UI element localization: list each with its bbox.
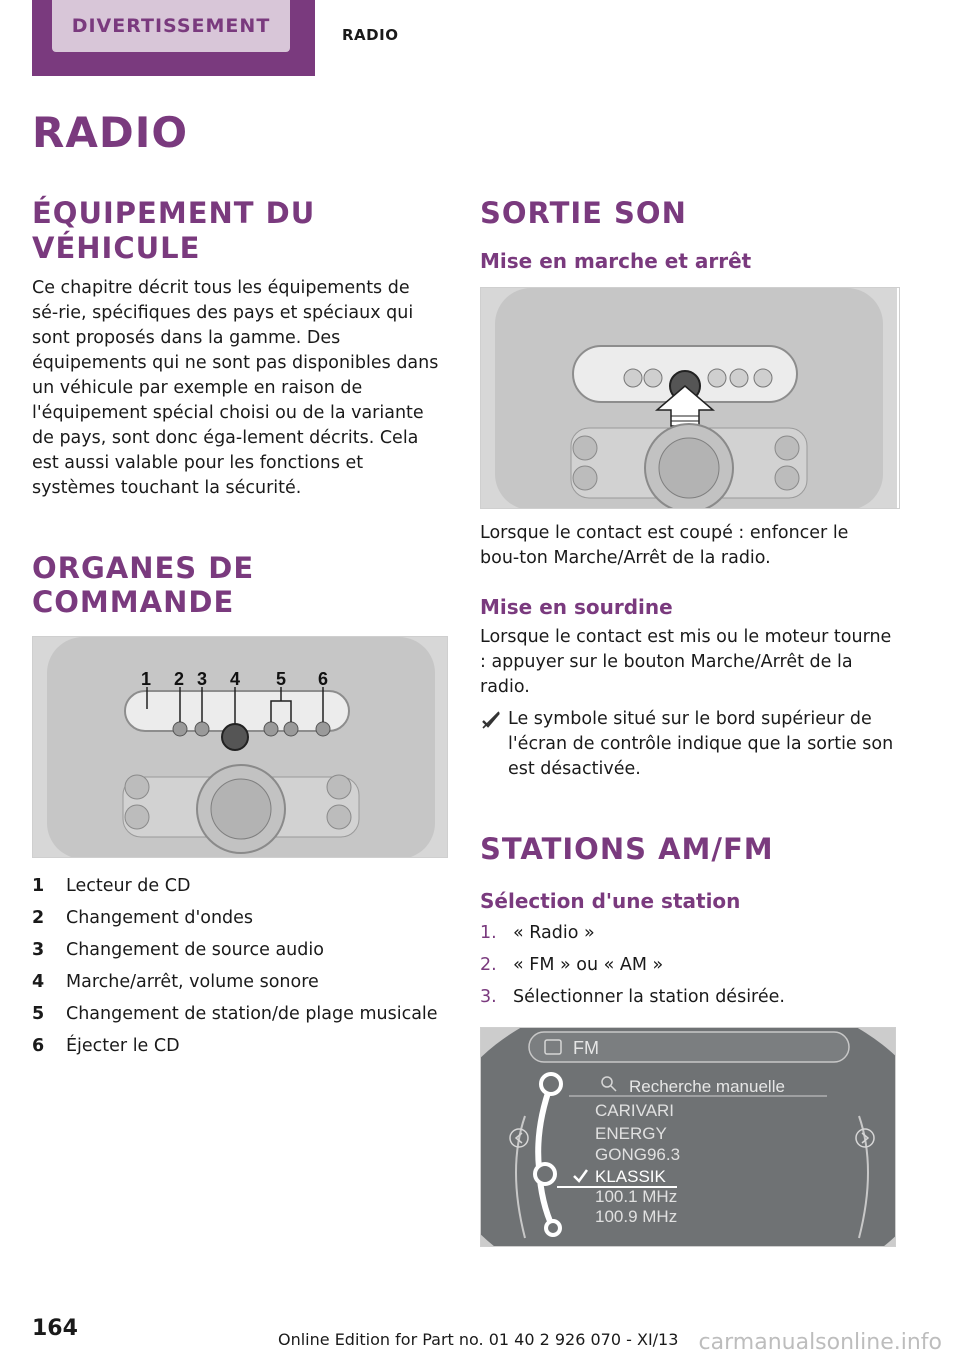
callout-2: 2 [174,669,185,690]
section-label: RADIO [342,26,399,44]
step-item: 2. « FM » ou « AM » [480,954,664,975]
chapter-tab-label-box [52,0,290,52]
power-button-photo [480,287,900,509]
screen-search-label: Recherche manuelle [629,1076,785,1096]
mute-note-text: Le symbole situé sur le bord supérieur de l'écran de contrôle indique que la sortie son est désactivée. [508,708,894,779]
chapter-tab [32,0,315,76]
stations-heading: STATIONS AM/FM [480,831,774,866]
screen-station: ENERGY [595,1123,667,1143]
equipment-heading: ÉQUIPEMENT DU VÉHICULE [32,196,316,265]
right-column [480,196,900,1247]
step-item: 1. « Radio » [480,922,595,943]
left-column [32,196,448,1062]
legend-item: 4 Marche/arrêt, volume sonore [32,972,319,993]
equipment-body: Ce chapitre décrit tous les équipements de sé‑rie, spécifiques des pays et spéciaux qui sont proposés dans la gamme. Des équipements qui ne sont pas disponibles dans un véhicule par exemple en raison de l'équipement spécial choisi ou de la variante de pays, sont donc éga‑lement décrits. Cela est aussi valable pour les fonctions et systèmes touchant la sécurité. [32,277,439,498]
callout-3: 3 [197,669,208,690]
legend-item: 6 Éjecter le CD [32,1036,180,1057]
station-select-subheading: Sélection d'une station [480,888,741,913]
step-item: 3. Sélectionner la station désirée. [480,986,785,1007]
mute-note [480,707,900,782]
page-number: 164 [32,1316,78,1341]
callout-5: 5 [276,669,287,690]
controls-photo [32,636,448,858]
legend-item: 3 Changement de source audio [32,940,324,961]
screen-station: GONG96.3 [595,1144,681,1164]
mute-subheading: Mise en sourdine [480,594,673,619]
on-off-body: Lorsque le contact est coupé : enfoncer le bou‑ton Marche/Arrêt de la radio. [480,522,849,568]
legend-item: 5 Changement de station/de plage musicale [32,1004,438,1025]
screen-station: 100.9 MHz [595,1206,678,1226]
mute-icon [480,707,508,782]
callout-1: 1 [141,669,152,690]
legend-item: 1 Lecteur de CD [32,876,191,897]
footer-edition: Online Edition for Part no. 01 40 2 926 070 - XI/13 [278,1330,679,1349]
chapter-tab-label: DIVERTISSEMENT [71,15,271,37]
mute-body: Lorsque le contact est mis ou le moteur tourne : appuyer sur le bouton Marche/Arrêt de la radio. [480,626,892,697]
legend-item: 2 Changement d'ondes [32,908,254,929]
on-off-subheading: Mise en marche et arrêt [480,248,752,273]
station-steps [480,917,900,1013]
radio-screen-image [480,1027,896,1247]
screen-station-selected: KLASSIK [595,1166,666,1186]
callout-4: 4 [230,669,241,690]
sound-heading: SORTIE SON [480,196,687,230]
screen-band: FM [573,1037,599,1058]
watermark: carmanualsonline.info [698,1330,942,1355]
controls-legend [32,870,448,1062]
callout-6: 6 [318,669,329,690]
screen-station: 100.1 MHz [595,1186,678,1206]
screen-station: CARIVARI [595,1100,675,1120]
controls-heading: ORGANES DE COMMANDE [32,550,255,620]
page-title: RADIO [32,108,189,157]
